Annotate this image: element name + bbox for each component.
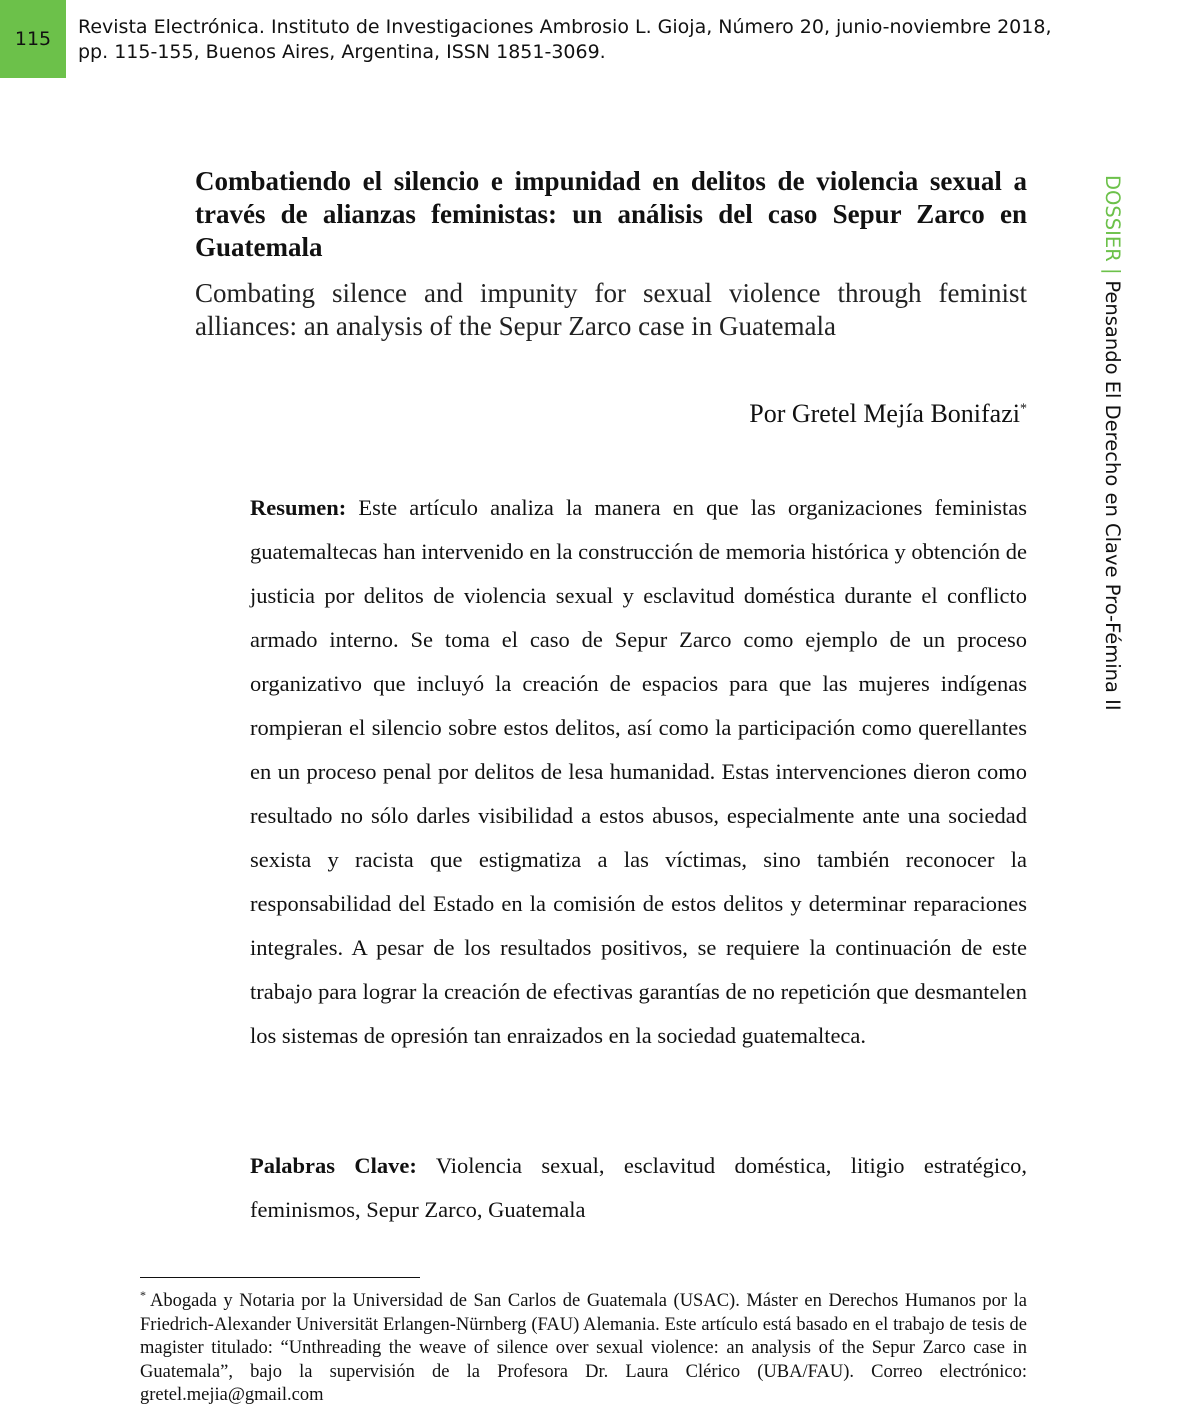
abstract — [250, 486, 1027, 1058]
side-label-section: DOSSIER — [1101, 175, 1124, 262]
abstract-text: Este artículo analiza la manera en que las organizaciones feministas guatemaltecas han intervenido en la construcción de memoria histórica y obtención de justicia por delitos de violencia sexual y esclavitud doméstica durante el conflicto armado interno. Se toma el caso de Sepur Zarco como ejemplo de un proceso organizativo que incluyó la creación de espacios para que las mujeres indígenas rompieran el silencio sobre estos delitos, así como la participación como querellantes en un proceso penal por delitos de lesa humanidad. Estas intervenciones dieron como resultado no sólo darles visibilidad a estos abusos, especialmente ante una sociedad sexista y racista que estigmatiza a las víctimas, sino también reconocer la responsabilidad del Estado en la comisión de estos delitos y determinar reparaciones integrales. A pesar de los resultados positivos, se requiere la continuación de este trabajo para lograr la creación de efectivas garantías de no repetición que desmantelen los sistemas de opresión tan enraizados en la sociedad guatemalteca. — [250, 495, 1028, 1048]
keywords — [250, 1144, 1027, 1232]
author-byline — [195, 398, 1027, 430]
abstract-label: Resumen: — [250, 495, 347, 520]
running-header-line-2: pp. 115-155, Buenos Aires, Argentina, ISSN 1851-3069. — [78, 41, 606, 63]
footnote-text: Abogada y Notaria por la Universidad de San Carlos de Guatemala (USAC). Máster en Derechos Humanos por la Friedrich-Alexander Universität Erlangen-Nürnberg (FAU) Alemania. Este artículo está basado en el trabajo de tesis de magister titulado: “Unthreading the weave of silence over sexual violence: an analysis of the Sepur Zarco case in Guatemala”, bajo la supervisión de la Profesora Dr. Laura Clérico (UBA/FAU). Correo electrónico: gretel.mejia@gmail.com — [140, 1291, 1027, 1405]
side-label-topic: Pensando El Derecho en Clave Pro-Fémina II — [1101, 280, 1124, 711]
footnote-divider — [140, 1277, 420, 1278]
side-section-label — [1101, 175, 1124, 711]
running-header-line-1: Revista Electrónica. Instituto de Investigaciones Ambrosio L. Gioja, Número 20, junio-noviembre 2018, — [78, 16, 1052, 38]
footnote-mark: * — [140, 1287, 146, 1302]
keywords-text: Violencia sexual, esclavitud doméstica, litigio estratégico, feminismos, Sepur Zarco, Guatemala — [250, 1153, 1027, 1222]
keywords-label: Palabras Clave: — [250, 1153, 417, 1178]
running-header — [78, 15, 1088, 65]
author-footnote — [140, 1287, 1027, 1408]
side-label-separator: | — [1101, 267, 1124, 275]
author-name: Por Gretel Mejía Bonifazi — [749, 399, 1020, 428]
article-title-english: Combating silence and impunity for sexual violence through feminist alliances: an analysis of the Sepur Zarco case in Guatemala — [195, 278, 1027, 341]
page-number: 115 — [0, 0, 66, 78]
author-footnote-mark: * — [1020, 401, 1027, 417]
article-title-spanish: Combatiendo el silencio e impunidad en delitos de violencia sexual a través de alianzas feministas: un análisis del caso Sepur Zarco en Guatemala — [195, 166, 1027, 262]
